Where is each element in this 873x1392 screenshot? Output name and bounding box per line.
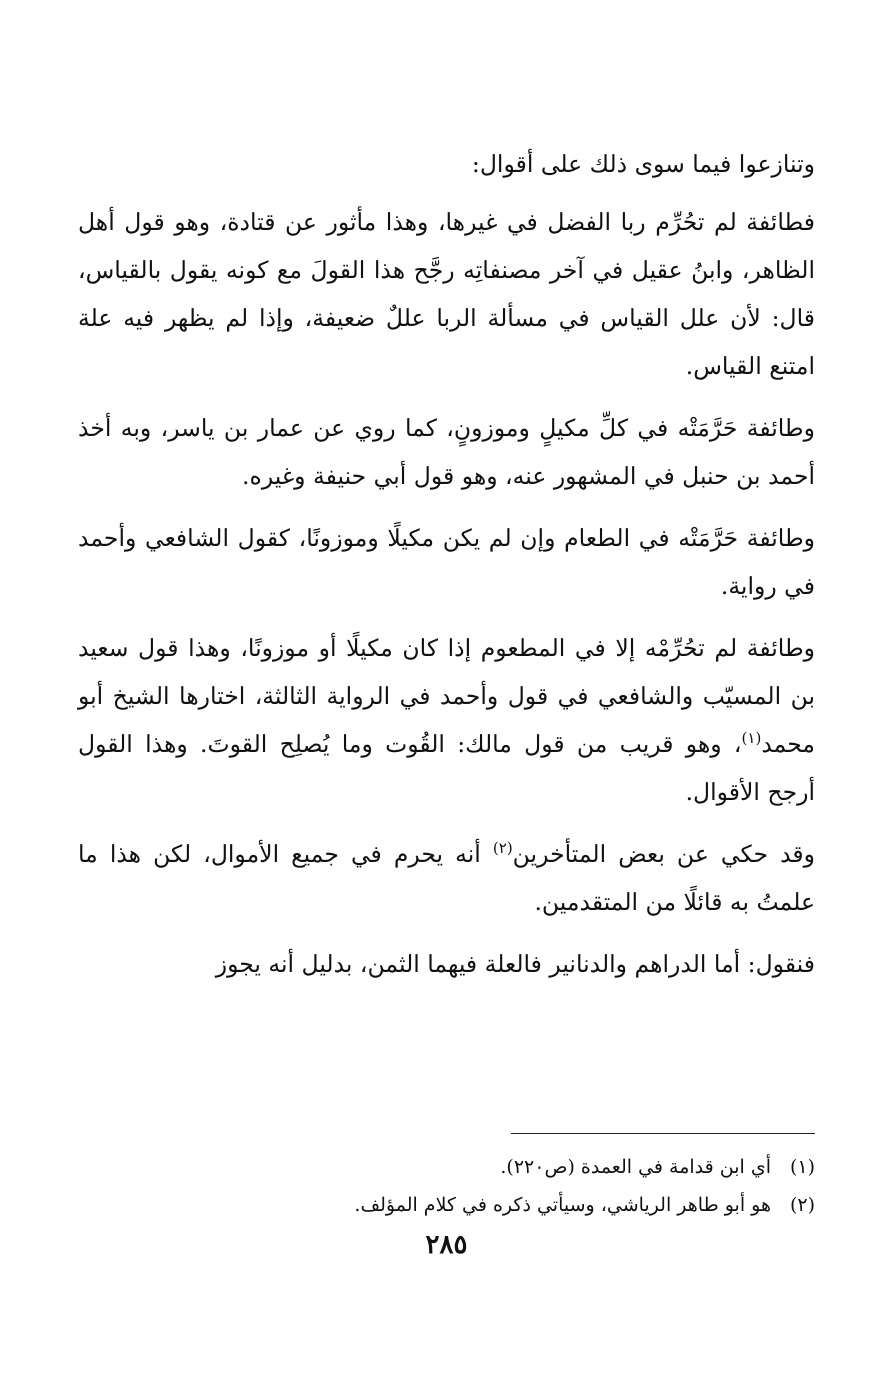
footnote bbox=[78, 1186, 815, 1224]
paragraph-text: ، وهو قريب من قول مالك: القُوت وما يُصلِح القوتَ. وهذا القول أرجح الأقوال. bbox=[78, 730, 815, 806]
footnote-text: أي ابن قدامة في العمدة (ص٢٢٠). bbox=[500, 1156, 771, 1178]
footnote bbox=[78, 1148, 815, 1186]
footnote-text: هو أبو طاهر الرياشي، وسيأتي ذكره في كلام المؤلف. bbox=[354, 1194, 771, 1216]
paragraph-text: وطائفة لم تحُرِّمْه إلا في المطعوم إذا كان مكيلًا أو موزونًا، وهذا قول سعيد بن المسيّب والشافعي في قول وأحمد في الرواية الثالثة، اختارها الشيخ أبو محمد bbox=[78, 634, 815, 758]
footnote-reference: (١) bbox=[741, 729, 762, 748]
paragraph bbox=[78, 624, 815, 816]
main-text bbox=[78, 140, 815, 988]
footnote-divider bbox=[511, 1133, 815, 1134]
paragraph: وطائفة حَرَّمَتْه في الطعام وإن لم يكن مكيلًا وموزونًا، كقول الشافعي وأحمد في رواية. bbox=[78, 524, 815, 600]
footnote-reference: (٢) bbox=[492, 839, 513, 858]
page-number: ٢٨٥ bbox=[425, 1230, 468, 1260]
book-page bbox=[78, 140, 815, 1392]
footnote-number: (٢) bbox=[789, 1194, 815, 1216]
paragraph bbox=[78, 830, 815, 926]
paragraph: وطائفة حَرَّمَتْه في كلِّ مكيلٍ وموزونٍ، كما روي عن عمار بن ياسر، وبه أخذ أحمد بن حنبل في المشهور عنه، وهو قول أبي حنيفة وغيره. bbox=[78, 414, 815, 490]
paragraph-text: أنه يحرم في جميع الأموال، لكن هذا ما علمتُ به قائلًا من المتقدمين. bbox=[78, 840, 815, 916]
paragraph: فطائفة لم تحُرِّم ربا الفضل في غيرها، وهذا مأثور عن قتادة، وهو قول أهل الظاهر، وابنُ عقيل في آخر مصنفاتِه رجَّح هذا القولَ مع كونه يقول بالقياس، قال: لأن علل القياس في مسألة الربا عللٌ ضعيفة، وإذا لم يظهر فيه علة امتنع القياس. bbox=[78, 208, 815, 380]
paragraph: وتنازعوا فيما سوى ذلك على أقوال: bbox=[471, 150, 815, 178]
paragraph-text: وقد حكي عن بعض المتأخرين bbox=[512, 840, 815, 868]
paragraph: فنقول: أما الدراهم والدنانير فالعلة فيهما الثمن، بدليل أنه يجوز bbox=[215, 950, 815, 978]
footnotes bbox=[78, 1148, 815, 1224]
footnote-number: (١) bbox=[789, 1156, 815, 1178]
